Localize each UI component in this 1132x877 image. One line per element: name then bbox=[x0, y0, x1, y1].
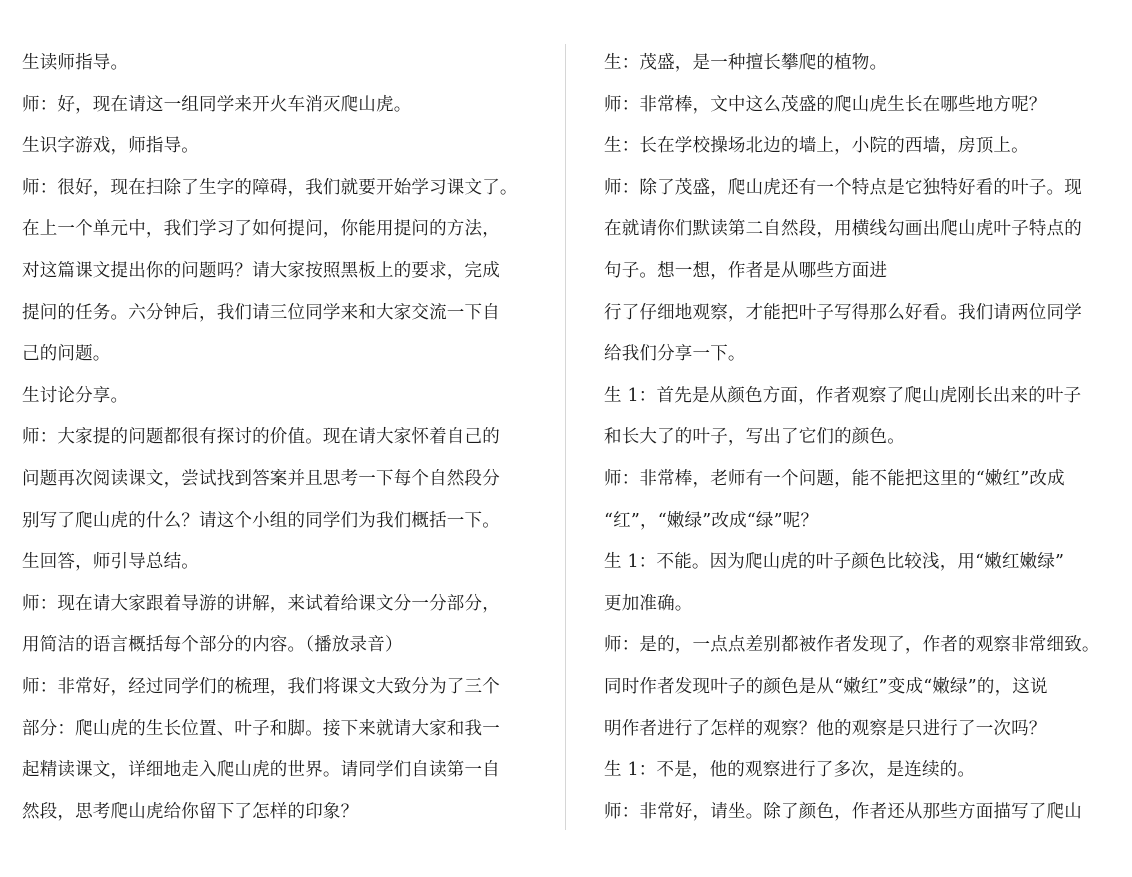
right-column bbox=[604, 43, 1112, 833]
text-line: 用简洁的语言概括每个部分的内容。（播放录音） bbox=[22, 635, 403, 656]
text-line: 生：茂盛，是一种擅长攀爬的植物。 bbox=[604, 53, 888, 73]
left-column bbox=[22, 43, 532, 833]
text-line: 生回答，师引导总结。 bbox=[22, 552, 199, 573]
text-line: 和长大了的叶子，写出了它们的颜色。 bbox=[604, 427, 905, 448]
text-line: 在就请你们默读第二自然段，用横线勾画出爬山虎叶子特点的 bbox=[604, 219, 1082, 240]
text-line: 提问的任务。六分钟后，我们请三位同学来和大家交流一下自 bbox=[22, 302, 500, 323]
text-line: 师：是的，一点点差别都被作者发现了，作者的观察非常细致。 bbox=[604, 635, 1100, 656]
text-line: 更加准确。 bbox=[604, 593, 693, 614]
text-line: 生识字游戏，师指导。 bbox=[22, 136, 199, 157]
text-line: 生读师指导。 bbox=[22, 53, 129, 73]
column-divider bbox=[565, 44, 566, 830]
text-line: 在上一个单元中，我们学习了如何提问，你能用提问的方法， bbox=[22, 219, 500, 240]
text-line: 明作者进行了怎样的观察？他的观察是只进行了一次吗？ bbox=[604, 718, 1047, 739]
text-line: 生 1：首先是从颜色方面，作者观察了爬山虎刚长出来的叶子 bbox=[604, 385, 1082, 406]
text-line: 师：非常棒，老师有一个问题，能不能把这里的“嫩红”改成 bbox=[604, 468, 1065, 489]
text-line: 己的问题。 bbox=[22, 344, 111, 365]
text-line: 起精读课文，详细地走入爬山虎的世界。请同学们自读第一自 bbox=[22, 760, 500, 781]
text-line: 师：现在请大家跟着导游的讲解，来试着给课文分一分部分， bbox=[22, 593, 500, 614]
text-line: 师：除了茂盛，爬山虎还有一个特点是它独特好看的叶子。现 bbox=[604, 177, 1082, 198]
text-line: 问题再次阅读课文，尝试找到答案并且思考一下每个自然段分 bbox=[22, 468, 500, 489]
text-line: 句子。想一想，作者是从哪些方面进 bbox=[604, 260, 888, 281]
text-line: 生 1：不能。因为爬山虎的叶子颜色比较浅，用“嫩红嫩绿” bbox=[604, 552, 1065, 573]
text-line: 生讨论分享。 bbox=[22, 385, 129, 406]
text-line: 生 1：不是，他的观察进行了多次，是连续的。 bbox=[604, 760, 976, 781]
text-line: 同时作者发现叶子的颜色是从“嫩红”变成“嫩绿”的，这说 bbox=[604, 676, 1048, 697]
text-line: 师：非常好，经过同学们的梳理，我们将课文大致分为了三个 bbox=[22, 676, 500, 697]
text-line: 师：好，现在请这一组同学来开火车消灭爬山虎。 bbox=[22, 94, 412, 115]
text-line: 师：大家提的问题都很有探讨的价值。现在请大家怀着自己的 bbox=[22, 427, 500, 448]
text-line: 行了仔细地观察，才能把叶子写得那么好看。我们请两位同学 bbox=[604, 302, 1082, 323]
text-line: 对这篇课文提出你的问题吗？请大家按照黑板上的要求，完成 bbox=[22, 260, 500, 281]
text-line: 别写了爬山虎的什么？请这个小组的同学们为我们概括一下。 bbox=[22, 510, 500, 531]
text-line: 师：很好，现在扫除了生字的障碍，我们就要开始学习课文了。 bbox=[22, 177, 518, 198]
text-line: 师：非常好，请坐。除了颜色，作者还从那些方面描写了爬山 bbox=[604, 801, 1082, 822]
text-line: 部分：爬山虎的生长位置、叶子和脚。接下来就请大家和我一 bbox=[22, 718, 500, 739]
text-line: 给我们分享一下。 bbox=[604, 344, 746, 365]
text-line: 生：长在学校操场北边的墙上，小院的西墙，房顶上。 bbox=[604, 136, 1029, 157]
text-line: “红”，“嫩绿”改成“绿”呢？ bbox=[604, 510, 819, 531]
text-line: 然段，思考爬山虎给你留下了怎样的印象？ bbox=[22, 801, 359, 822]
text-line: 师：非常棒，文中这么茂盛的爬山虎生长在哪些地方呢？ bbox=[604, 94, 1047, 115]
